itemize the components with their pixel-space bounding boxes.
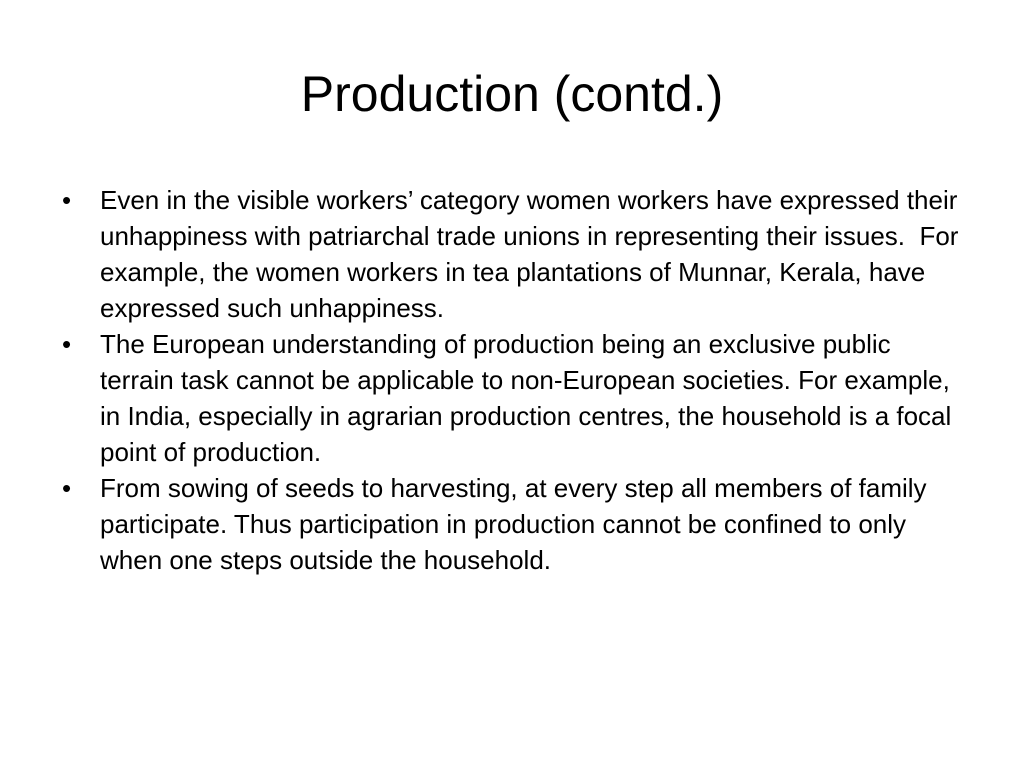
bullet-icon: • <box>62 185 72 215</box>
bullet-icon: • <box>62 473 72 503</box>
bullet-text: Even in the visible workers’ category women workers have expressed their unhappiness with patriarchal trade unions in representing their issues. For example, the women workers in tea plantations of Munnar, Kerala, have expressed such unhappiness. <box>100 185 966 323</box>
bullet-list <box>60 182 966 578</box>
slide-title: Production (contd.) <box>300 66 724 122</box>
bullet-text: From sowing of seeds to harvesting, at every step all members of family participate. Thus participation in production cannot be confined to only when one steps outside the household. <box>100 473 934 575</box>
bullet-item <box>60 326 960 470</box>
bullet-text: The European understanding of production being an exclusive public terrain task cannot be applicable to non-European societies. For example, in India, especially in agrarian production centres, the household is a focal point of production. <box>100 329 959 467</box>
bullet-item <box>60 470 960 578</box>
bullet-icon: • <box>62 329 72 359</box>
bullet-item <box>60 182 966 326</box>
